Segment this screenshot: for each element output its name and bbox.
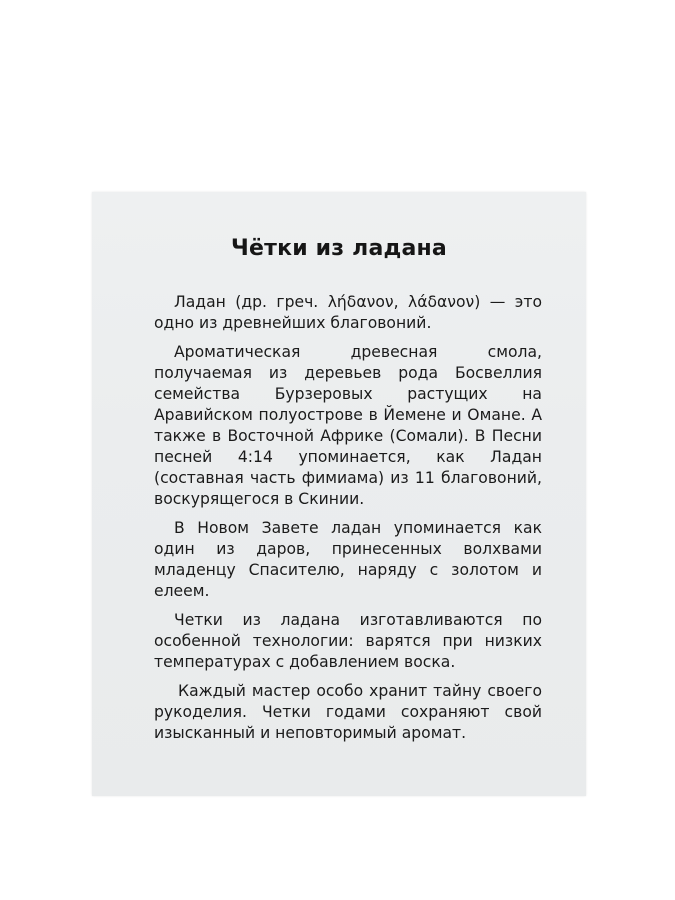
paragraph-craft: Каждый мастер особо хранит тайну своего рукоделия. Четки годами сохраняют свой изысканный и неповторимый аромат. bbox=[154, 682, 542, 742]
paragraph-technology: Четки из ладана изготавливаются по особенной технологии: варятся при низких температурах с добавлением воска. bbox=[154, 611, 542, 671]
paragraph-new-testament: В Новом Завете ладан упоминается как один из даров, принесенных волхвами младенцу Спасителю, наряду с золотом и елеем. bbox=[154, 519, 542, 600]
document-title: Чётки из ладана bbox=[231, 236, 447, 261]
paragraph-origin: Ароматическая древесная смола, получаемая из деревьев рода Босвеллия семейства Бурзеровых растущих на Аравийском полуострове в Йемене и Омане. А также в Восточной Африке (Сомали). В Песни песней 4:14 упоминается, как Ладан (составная часть фимиама) из 11 благовоний, воскурящегося в Скинии. bbox=[154, 343, 542, 508]
leaflet-card bbox=[92, 192, 586, 796]
document-body bbox=[154, 292, 542, 752]
paragraph-intro: Ладан (др. греч. λήδανον, λάδανον) — это одно из древнейших благовоний. bbox=[154, 293, 542, 332]
